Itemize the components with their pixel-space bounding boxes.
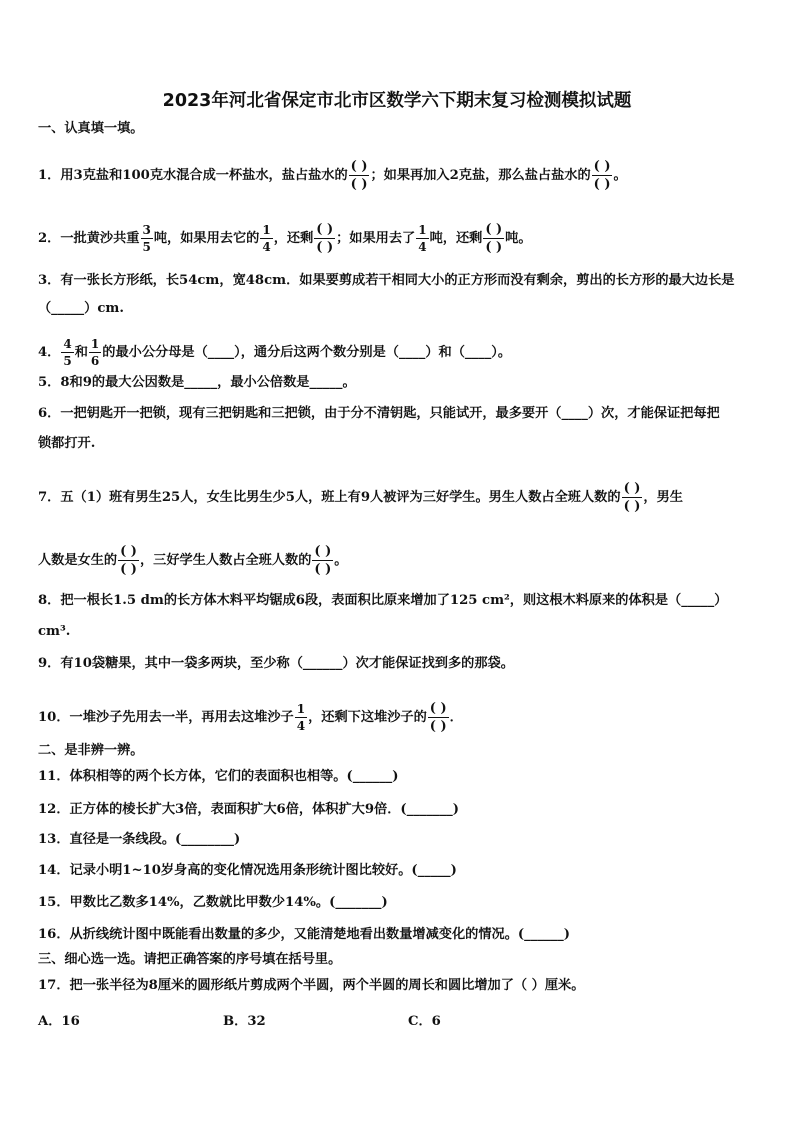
blank-fraction[interactable]: $\frac{( )}{( )}$	[623, 481, 641, 514]
choice-a[interactable]: A．16	[38, 1014, 80, 1029]
blank-fraction[interactable]: $\frac{( )}{( )}$	[314, 544, 332, 577]
blank-fraction[interactable]: $\frac{( )}{( )}$	[429, 701, 447, 734]
question-3: 3．有一张长方形纸，长54cm，宽48cm．如果要剪成若干相同大小的正方形而没有剩余，剪出的长方形的最大边长是	[38, 273, 735, 288]
question-8: 8．把一根长1.5 dm的长方体木料平均锯成6段，表面积比原来增加了125 cm²，则这根木料原来的体积是（_____）	[38, 593, 728, 608]
question-5: 5．8和9的最大公因数是_____，最小公倍数是_____。	[38, 375, 356, 390]
question-17: 17．把一张半径为8厘米的圆形纸片剪成两个半圆，两个半圆的周长和圆比增加了（ ）厘米。	[38, 978, 585, 993]
section-2-heading: 二、是非辨一辨。	[38, 743, 144, 758]
blank-fraction[interactable]: $\frac{( )}{( )}$	[485, 222, 503, 255]
question-6: 6．一把钥匙开一把锁，现有三把钥匙和三把锁，由于分不清钥匙，只能试开，最多要开（____）次，才能保证把每把	[38, 406, 720, 421]
fraction: $\frac{1}{4}$	[262, 223, 271, 254]
question-16: 16．从折线统计图中既能看出数量的多少，又能清楚地看出数量增减变化的情况。(______)	[38, 927, 570, 942]
question-8-cont: cm³.	[38, 624, 71, 639]
question-14: 14．记录小明1~10岁身高的变化情况选用条形统计图比较好。(_____)	[38, 863, 457, 878]
question-11: 11．体积相等的两个长方体，它们的表面积也相等。(______)	[38, 769, 399, 784]
section-3-heading: 三、细心选一选。请把正确答案的序号填在括号里。	[38, 952, 342, 967]
fraction: $\frac{1}{6}$	[90, 337, 100, 368]
section-1-heading: 一、认真填一填。	[38, 121, 144, 136]
question-15: 15．甲数比乙数多14%，乙数就比甲数少14%。(_______)	[38, 895, 388, 910]
question-7: 7．五（1）班有男生25人，女生比男生少5人，班上有9人被评为三好学生。男生人数占全班人数的 $\frac{( )}{( )}$ ，男生	[38, 481, 683, 514]
fraction: $\frac{4}{5}$	[63, 337, 72, 368]
question-7-cont: 人数是女生的 $\frac{( )}{( )}$ ，三好学生人数占全班人数的 $\frac{( )}{( )}$ 。	[38, 544, 348, 577]
page-title: 2023年河北省保定市北市区数学六下期末复习检测模拟试题	[162, 91, 632, 111]
fraction: $\frac{1}{4}$	[296, 702, 306, 733]
question-2: 2．一批黄沙共重 $\frac{3}{5}$ 吨，如果用去它的 $\frac{1}{4}$ ，还剩 $\frac{( )}{( )}$ ；如果用去了 $\frac{1}{4}$ 吨，还剩 $\frac{( )}{( )}$ 吨。	[38, 222, 532, 255]
choice-b[interactable]: B．32	[223, 1014, 266, 1029]
fraction: $\frac{1}{4}$	[418, 223, 427, 254]
question-13: 13．直径是一条线段。(________)	[38, 832, 241, 847]
blank-fraction[interactable]: $\frac{( )}{( )}$	[593, 159, 611, 192]
question-12: 12．正方体的棱长扩大3倍，表面积扩大6倍，体积扩大9倍．(_______)	[38, 802, 460, 817]
question-6-cont: 锁都打开.	[38, 436, 96, 451]
fraction: $\frac{3}{5}$	[142, 223, 151, 254]
blank-fraction[interactable]: $\frac{( )}{( )}$	[350, 159, 368, 192]
question-4: 4． $\frac{4}{5}$ 和 $\frac{1}{6}$ 的最小公分母是（____），通分后这两个数分别是（____）和（____）。	[38, 337, 512, 368]
question-1: 1．用3克盐和100克水混合成一杯盐水，盐占盐水的 $\frac{( )}{( )}$ ；如果再加入2克盐，那么盐占盐水的 $\frac{( )}{( )}$ 。	[38, 159, 627, 192]
question-9: 9．有10袋糖果，其中一袋多两块，至少称（______）次才能保证找到多的那袋。	[38, 656, 514, 671]
question-3-cont: （_____）cm.	[38, 301, 124, 316]
blank-fraction[interactable]: $\frac{( )}{( )}$	[316, 222, 334, 255]
question-10: 10．一堆沙子先用去一半，再用去这堆沙子 $\frac{1}{4}$ ，还剩下这堆沙子的 $\frac{( )}{( )}$ ．	[38, 701, 463, 734]
choice-c[interactable]: C．6	[408, 1014, 441, 1029]
blank-fraction[interactable]: $\frac{( )}{( )}$	[120, 544, 137, 577]
